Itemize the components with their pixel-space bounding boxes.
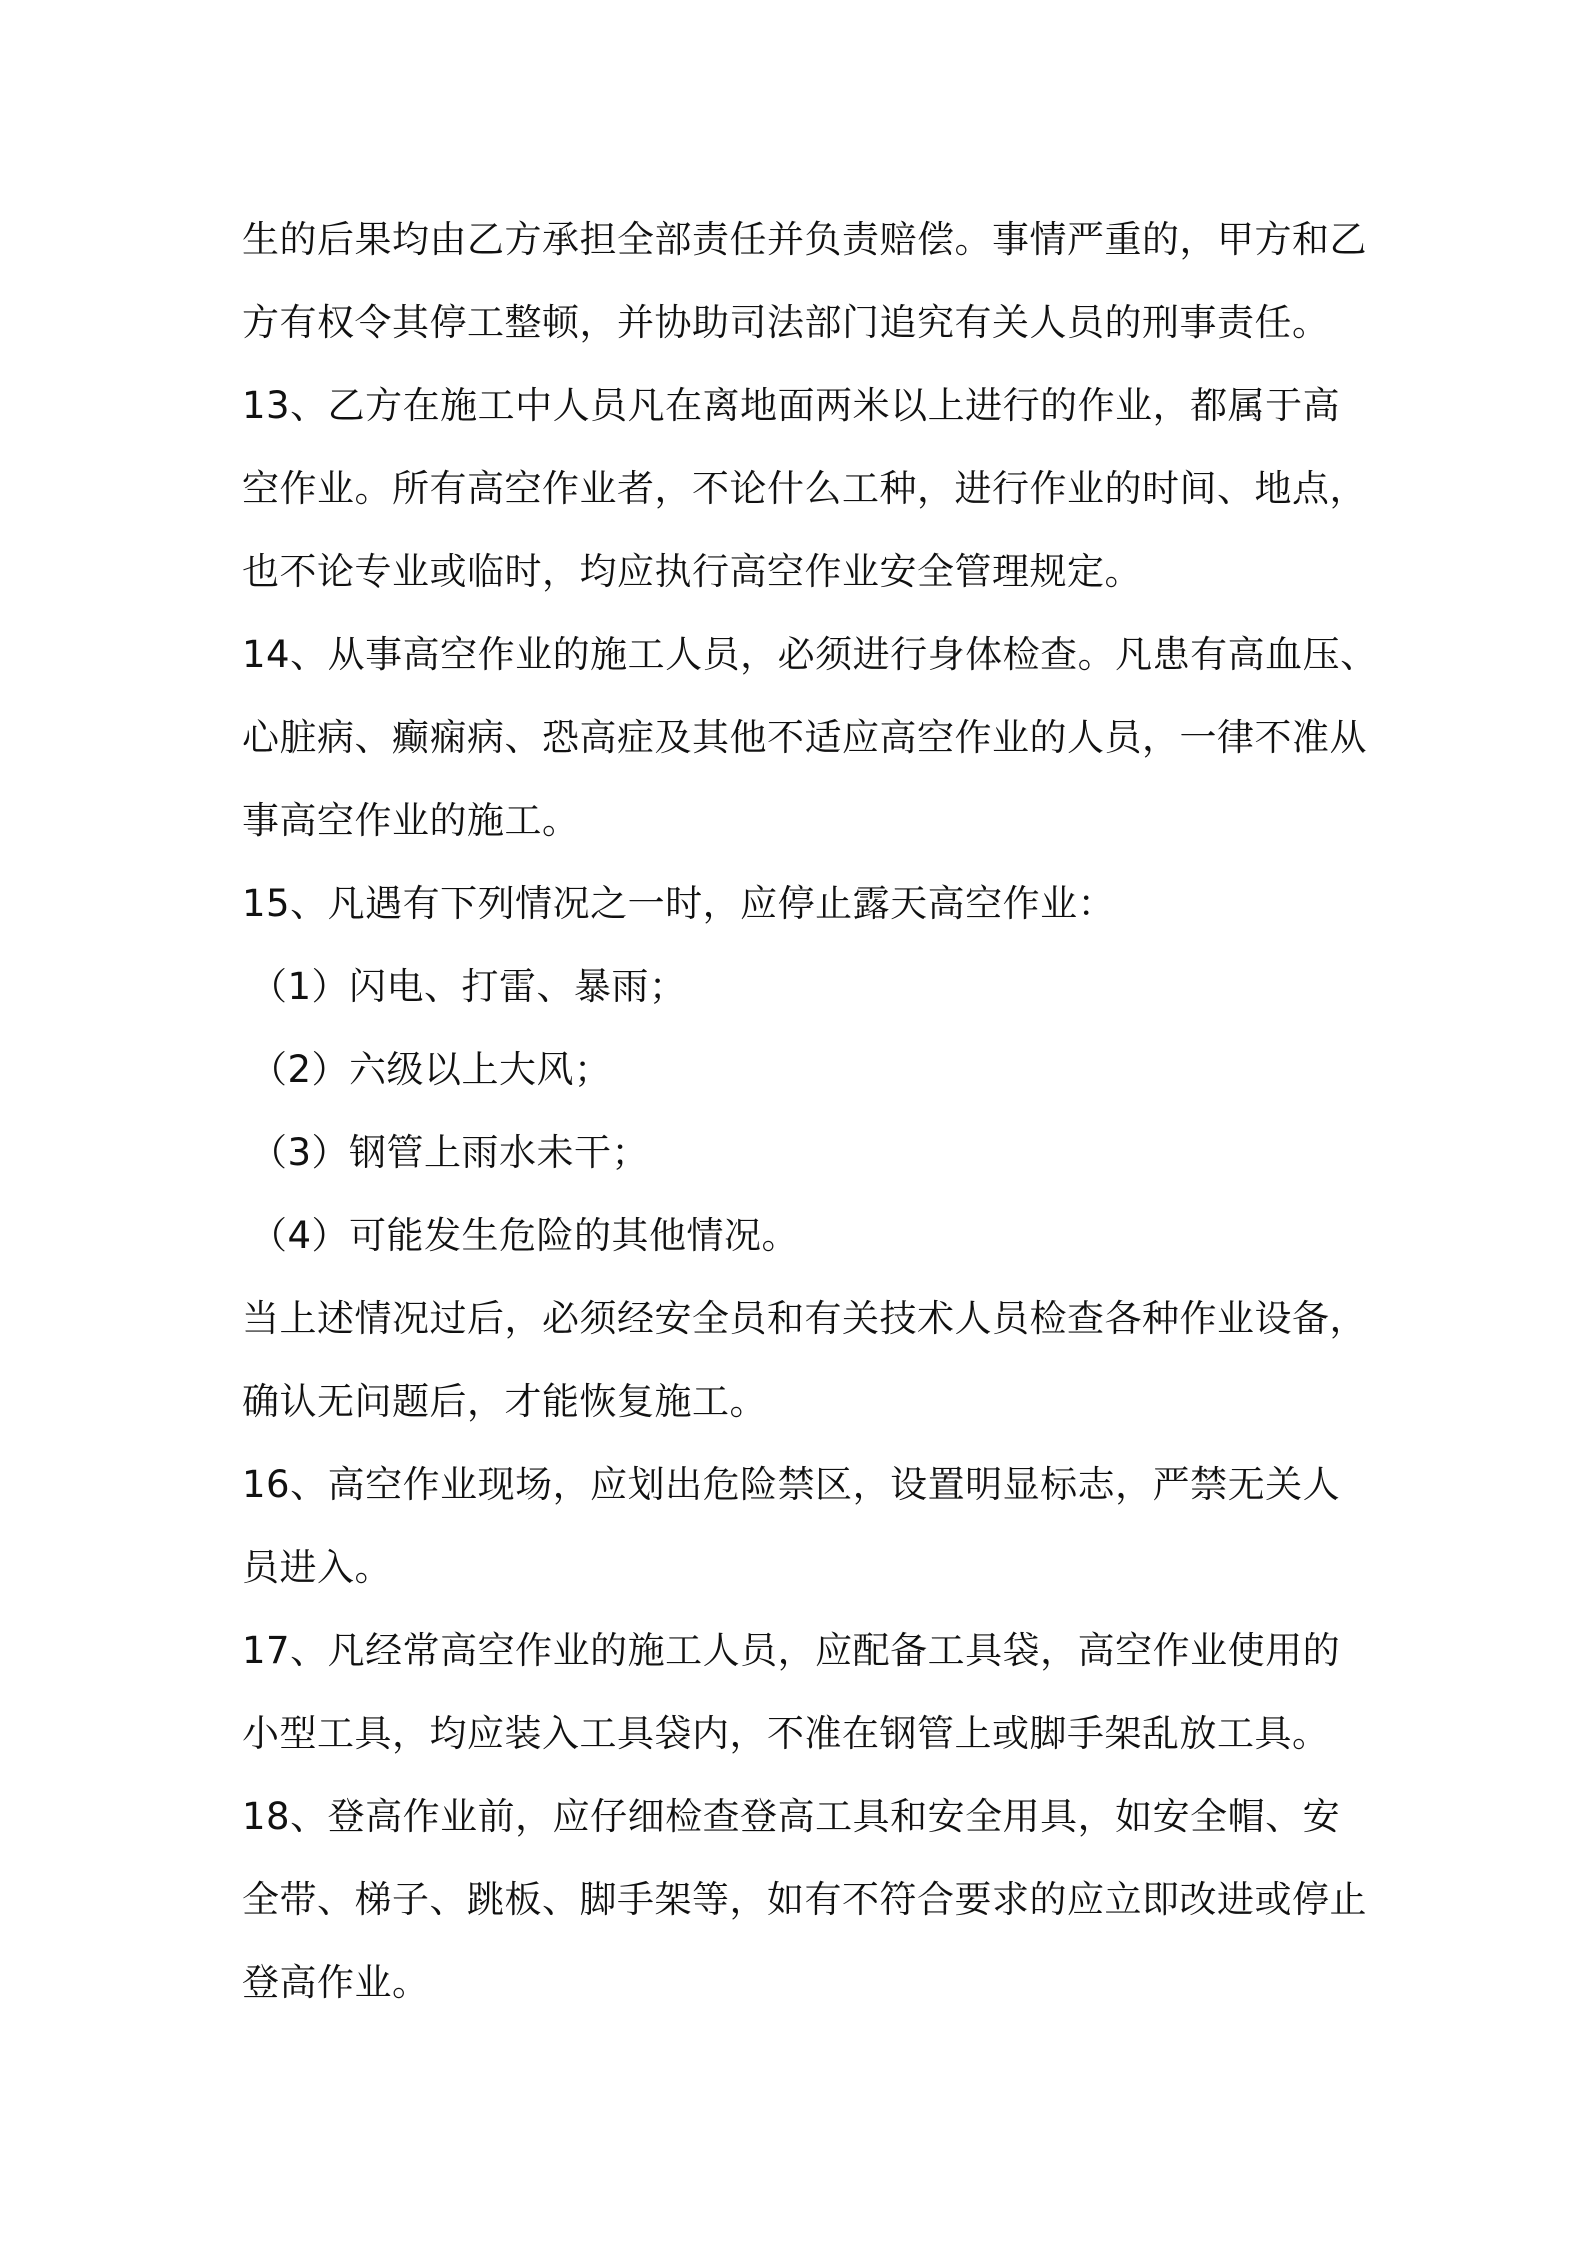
text-line: 15、凡遇有下列情况之一时，应停止露天高空作业： (242, 882, 1116, 925)
text-line: 方有权令其停工整顿，并协助司法部门追究有关人员的刑事责任。 (242, 301, 1330, 344)
list-item: （3）钢管上雨水未干； (250, 1131, 650, 1174)
text-line: 18、登高作业前，应仔细检查登高工具和安全用具，如安全帽、安 (242, 1795, 1341, 1838)
text-line: 确认无问题后，才能恢复施工。 (242, 1380, 767, 1423)
text-line: 事高空作业的施工。 (242, 799, 580, 842)
text-line: 当上述情况过后，必须经安全员和有关技术人员检查各种作业设备， (242, 1297, 1367, 1340)
text-line: 心脏病、癫痫病、恐高症及其他不适应高空作业的人员，一律不准从 (242, 716, 1367, 759)
text-line: 小型工具，均应装入工具袋内，不准在钢管上或脚手架乱放工具。 (242, 1712, 1330, 1755)
text-line: 员进入。 (242, 1546, 392, 1589)
list-item: （2）六级以上大风； (250, 1048, 612, 1091)
text-line: 17、凡经常高空作业的施工人员，应配备工具袋，高空作业使用的 (242, 1629, 1341, 1672)
text-line: 14、从事高空作业的施工人员，必须进行身体检查。凡患有高血压、 (242, 633, 1378, 676)
text-line: 13、乙方在施工中人员凡在离地面两米以上进行的作业，都属于高 (242, 384, 1341, 427)
text-line: 全带、梯子、跳板、脚手架等，如有不符合要求的应立即改进或停止 (242, 1878, 1367, 1921)
text-line: 登高作业。 (242, 1961, 430, 2004)
list-item: （1）闪电、打雷、暴雨； (250, 965, 687, 1008)
text-line: 16、高空作业现场，应划出危险禁区，设置明显标志，严禁无关人 (242, 1463, 1341, 1506)
document-body (242, 198, 1378, 2024)
text-line: 也不论专业或临时，均应执行高空作业安全管理规定。 (242, 550, 1142, 593)
list-item: （4）可能发生危险的其他情况。 (250, 1214, 800, 1257)
text-line: 空作业。所有高空作业者，不论什么工种，进行作业的时间、地点， (242, 467, 1367, 510)
text-line: 生的后果均由乙方承担全部责任并负责赔偿。事情严重的，甲方和乙 (242, 218, 1367, 261)
